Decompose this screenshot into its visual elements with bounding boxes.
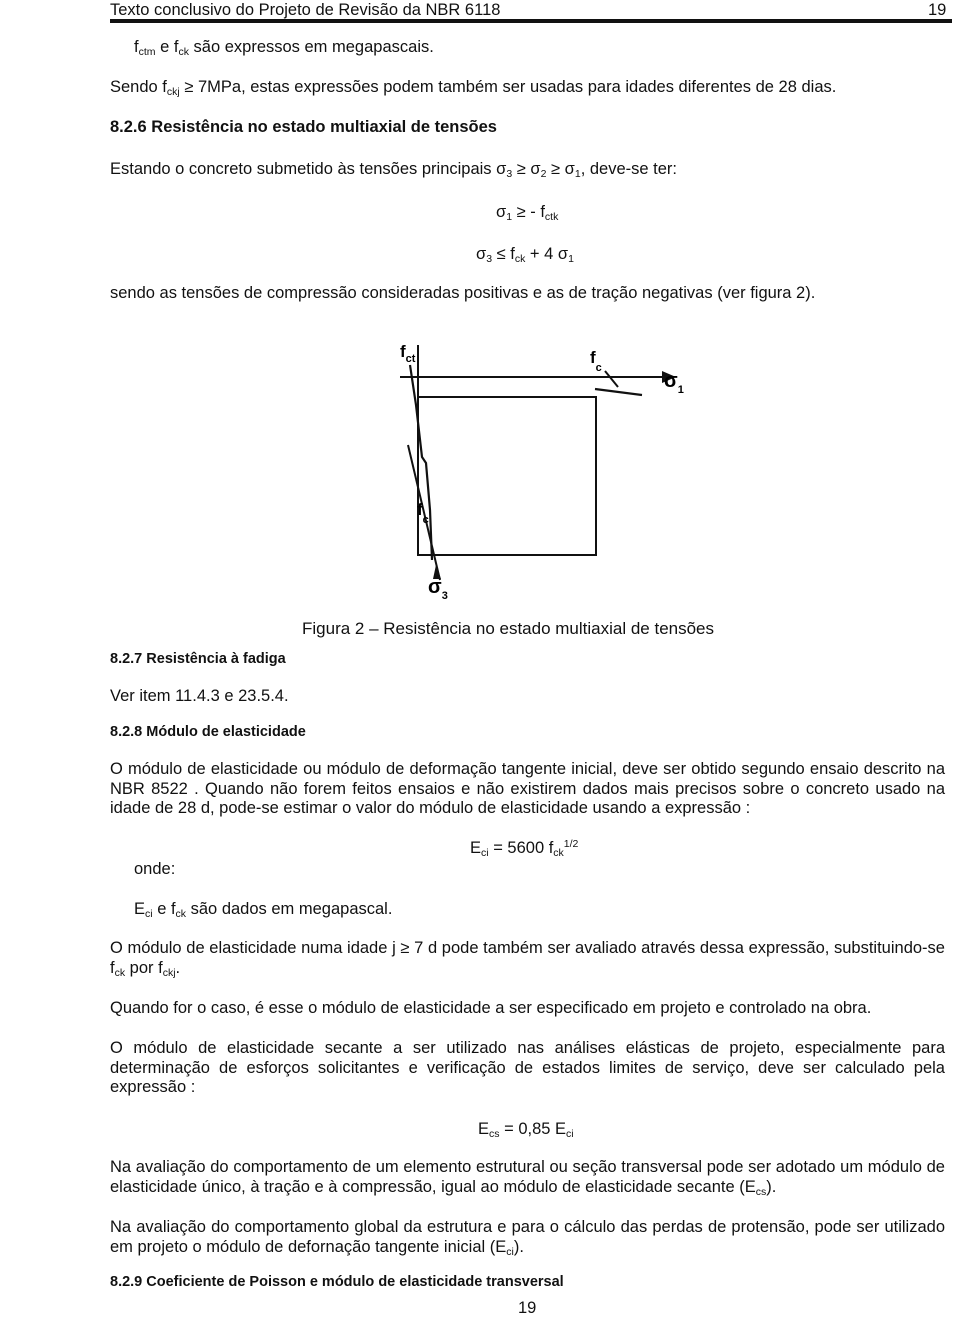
figure-caption: Figura 2 – Resistência no estado multiaxial de tensões bbox=[302, 619, 715, 638]
figure-box bbox=[418, 397, 596, 555]
s828-paragraph-1: O módulo de elasticidade ou módulo de deformação tangente inicial, deve ser obtido segundo ensaio descrito na NBR 8522 . Quando não forem feitos ensaios e não existirem dados mais precisos sobre o concreto usado na idade de 28 d, pode-se estimar o valor do módulo de elasticidade usando a expressão : bbox=[110, 760, 945, 817]
s828-paragraph-2: O módulo de elasticidade numa idade j ≥ 7 d pode também ser avaliado através dessa expressão, substituindo-se $f_{ck}$ por $f_{ckj}$. bbox=[110, 939, 945, 979]
s828-units: $E_{ci}$ e $f_{ck}$ são dados em megapascal. bbox=[134, 900, 393, 920]
footer-page-number: 19 bbox=[518, 1299, 537, 1317]
s828-paragraph-4: O módulo de elasticidade secante a ser utilizado nas análises elásticas de projeto, especialmente para determinação de esforços solicitantes e verificação de estados limites de serviço, deve ser calculado pela expressão : bbox=[110, 1039, 945, 1096]
s828-paragraph-6: Na avaliação do comportamento global da estrutura e para o cálculo das perdas de protensão, pode ser utilizado em projeto o módulo de defornação tangente inicial $(E_{ci})$. bbox=[110, 1218, 945, 1258]
label-sigma1: $\sigma_1$ bbox=[664, 370, 684, 396]
section-heading-828: 8.2.8 Módulo de elasticidade bbox=[110, 724, 306, 740]
section-heading-827: 8.2.7 Resistência à fadiga bbox=[110, 651, 286, 667]
label-fct: $f_{ct}$ bbox=[400, 342, 416, 365]
header-title: Texto conclusivo do Projeto de Revisão da NBR 6118 bbox=[110, 1, 501, 19]
s828-paragraph-5: Na avaliação do comportamento de um elemento estrutural ou seção transversal pode ser adotado um módulo de elasticidade único, à tração e à compressão, igual ao módulo de elasticidade secante $(E_{cs})$. bbox=[110, 1158, 945, 1198]
onde-label: onde: bbox=[134, 860, 176, 878]
equation-eci: $E_{ci} = 5600$ $f_{ck}^{1/2}$ bbox=[470, 838, 579, 859]
equation-sigma1: $\sigma_1$ ≥ - $f_{ctk}$ bbox=[496, 203, 559, 223]
figure-multiaxial-stress bbox=[380, 335, 720, 610]
s827-text: Ver item 11.4.3 e 23.5.4. bbox=[110, 687, 289, 705]
s826-intro: Estando o concreto submetido às tensões principais $\sigma_3 \ge \sigma_2 \ge \sigma_1$, deve-se ter: bbox=[110, 160, 677, 180]
equation-sigma3: $\sigma_3 \le f_{ck} + 4$ $\sigma_1$ bbox=[476, 245, 574, 265]
section-heading-829: 8.2.9 Coeficiente de Poisson e módulo de elasticidade transversal bbox=[110, 1274, 564, 1290]
tension-limit-line bbox=[595, 389, 642, 395]
label-fc-top: $f_c$ bbox=[590, 348, 602, 374]
s826-after-text: sendo as tensões de compressão consideradas positivas e as de tração negativas (ver figura 2). bbox=[110, 284, 816, 302]
fc-crossing-line bbox=[605, 371, 618, 387]
sigma3-axis-lower bbox=[408, 445, 440, 580]
label-sigma3: $\sigma_3$ bbox=[428, 576, 448, 602]
label-fc-left: $f_c$ bbox=[417, 500, 429, 526]
header-rule bbox=[110, 19, 952, 23]
equation-ecs: $E_{cs} = 0,85$ $E_{ci}$ bbox=[478, 1120, 574, 1140]
line-fckj: Sendo $f_{ckj} \ge 7MPa$, estas expressões podem também ser usadas para idades diferentes de 28 dias. bbox=[110, 78, 837, 98]
line-fctm-fck: $f_{ctm}$ e $f_{ck}$ são expressos em megapascais. bbox=[134, 38, 434, 58]
s828-paragraph-3: Quando for o caso, é esse o módulo de elasticidade a ser especificado em projeto e controlado na obra. bbox=[110, 999, 872, 1017]
section-heading-826: 8.2.6 Resistência no estado multiaxial de tensões bbox=[110, 118, 497, 136]
header-page-number: 19 bbox=[928, 1, 947, 19]
